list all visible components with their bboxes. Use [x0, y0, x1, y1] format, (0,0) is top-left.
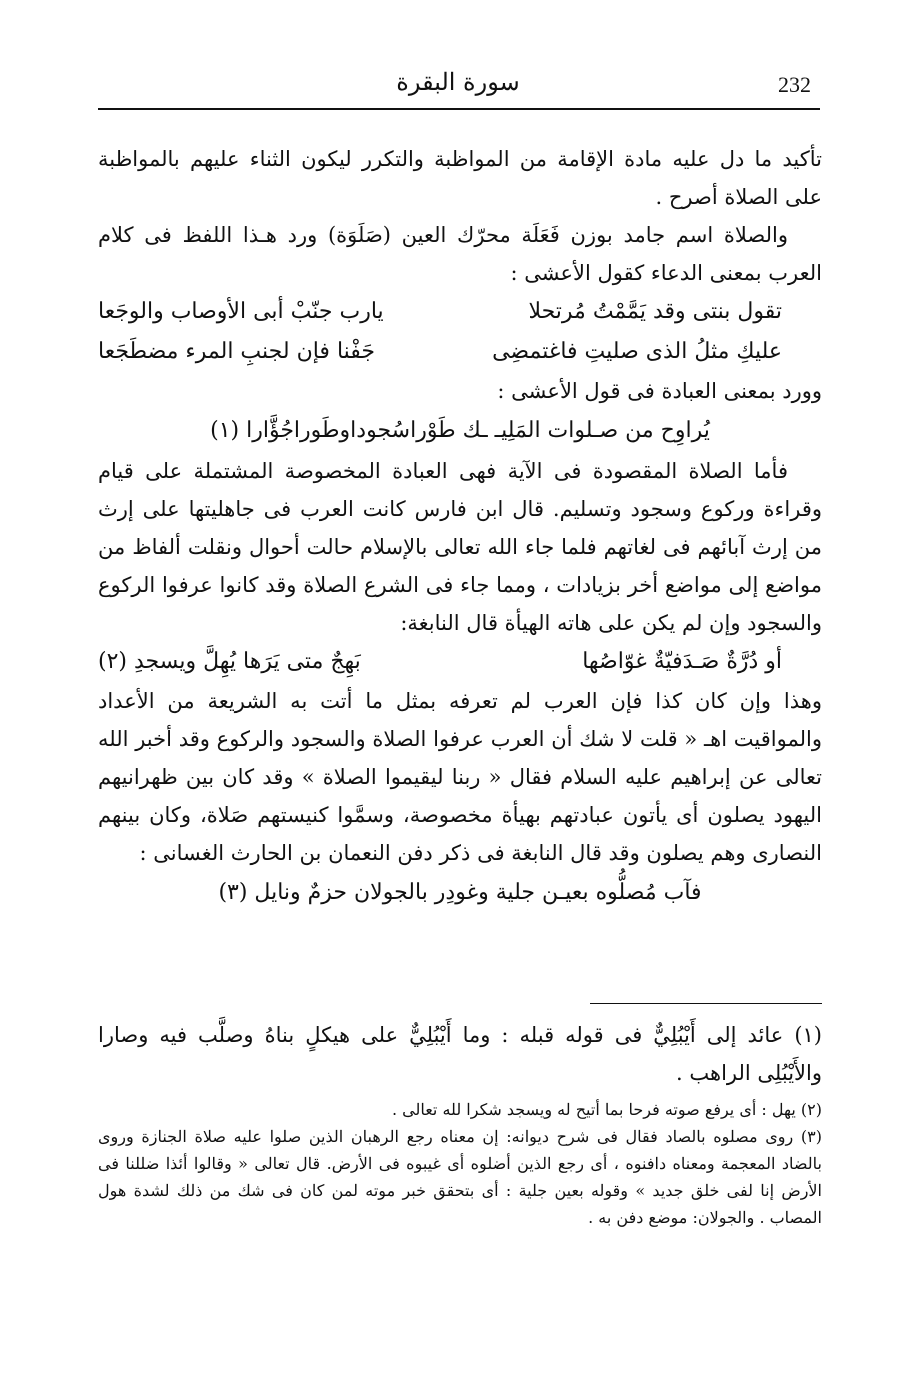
- verse-first-hemistich: عليكِ مثلُ الذى صليتِ فاغتمضِى: [492, 339, 782, 364]
- surah-title: سورة البقرة: [396, 68, 520, 96]
- poem-verse: يُراوِح من صـلوات المَلِيـ ـك طَوْراسُجوداوطَوراجُؤَّارا (١): [210, 418, 710, 443]
- paragraph: وهذا وإن كان كذا فإن العرب لم تعرفه بمثل ما أتت به الشريعة من الأعداد والمواقيت اهـ « قلت لا شك أن العرب عرفوا الصلاة والسجود والركوع وقد أخبر الله تعالى عن إبراهيم عليه السلام فقال « ربنا ليقيموا الصلاة » وقد كان بين ظهرانيهم اليهود يصلون أى يأتون عبادتهم بهيأة مخصوصة، وسمَّوا كنيستهم صَلاة، وكان بينهم النصارى وهم يصلون وقد قال النابغة فى ذكر دفن النعمان بن الحارث الغسانى :: [98, 689, 822, 865]
- poem-verse: [98, 642, 822, 682]
- footnote: (٢) يهل : أى يرفع صوته فرحا بما أتيح له ويسجد شكرا لله تعالى .: [391, 1100, 822, 1119]
- poem-verse: [98, 292, 822, 332]
- main-text: [98, 140, 822, 914]
- header-rule: [98, 108, 820, 110]
- page-number: 232: [778, 72, 811, 97]
- verse-second-hemistich: بَهِجٌ متى يَرَها يُهِلَّ ويسجدِ (٢): [98, 649, 361, 674]
- paragraph: فأما الصلاة المقصودة فى الآية فهى العبادة المخصوصة المشتملة على قيام وقراءة وركوع وسجود وتسليم. قال ابن فارس كانت العرب فى جاهليتها على إرث من إرث آبائهم فى لغاتهم فلما جاء الله تعالى بالإسلام حالت أحوال ونقلت ألفاظ من مواضع إلى مواضع أخر بزيادات ، ومما جاء فى الشرع الصلاة وقد كانوا عرفوا الركوع والسجود وإن لم يكن على هاته الهيأة قال النابغة:: [98, 459, 822, 635]
- verse-first-hemistich: أو دُرَّةٌ صَـدَفيّةٌ غوّاصُها: [582, 649, 782, 674]
- footnote: (٣) روى مصلوه بالصاد فقال فى شرح ديوانه: إن معناه رجع الرهبان الذين صلوا عليه صلاة الجنازة وروى بالضاد المعجمة ومعناه دافنوه ، أى رجع الذين أضلوه أى غيبوه فى الأرض. قال تعالى « وقالوا أئذا ضللنا فى الأرض إنا لفى خلق جديد » وقوله بعين جلية : أى بتحقق خبر موته لمن كان فى شك من ذلك لشدة هول المصاب . والجولان: موضع دفن به .: [98, 1127, 822, 1227]
- footnote-rule: [590, 1003, 822, 1004]
- paragraph: والصلاة اسم جامد بوزن فَعَلَة محرّك العين (صَلَوَة) ورد هـذا اللفظ فى كلام العرب بمعنى الدعاء كقول الأعشى :: [98, 223, 822, 285]
- poem-verse: فآب مُصلُّوه بعيـن جلية وغودِر بالجولان حزمٌ ونايل (٣): [218, 880, 702, 905]
- verse-second-hemistich: جَفْنا فإن لجنبِ المرء مضطَجَعا: [98, 339, 376, 364]
- paragraph: وورد بمعنى العبادة فى قول الأعشى :: [497, 379, 822, 403]
- footnotes: [98, 1016, 822, 1231]
- paragraph: تأكيد ما دل عليه مادة الإقامة من المواظبة والتكرر ليكون الثناء عليهم بالمواظبة على الصلاة أصرح .: [98, 147, 822, 209]
- verse-first-hemistich: تقول بنتى وقد يَمَّمْتُ مُرتحلا: [528, 299, 782, 324]
- poem-verse: [98, 332, 822, 372]
- footnote: (١) عائد إلى أَيْبُلِيٌّ فى قوله قبله : وما أَيْبُلِيٌّ على هيكلٍ بناهُ وصلَّب فيه وصارا والأَيْبُلِى الراهب .: [98, 1023, 822, 1085]
- verse-second-hemistich: يارب جنّبْ أبى الأوصاب والوجَعا: [98, 299, 384, 324]
- page-header: [98, 64, 818, 104]
